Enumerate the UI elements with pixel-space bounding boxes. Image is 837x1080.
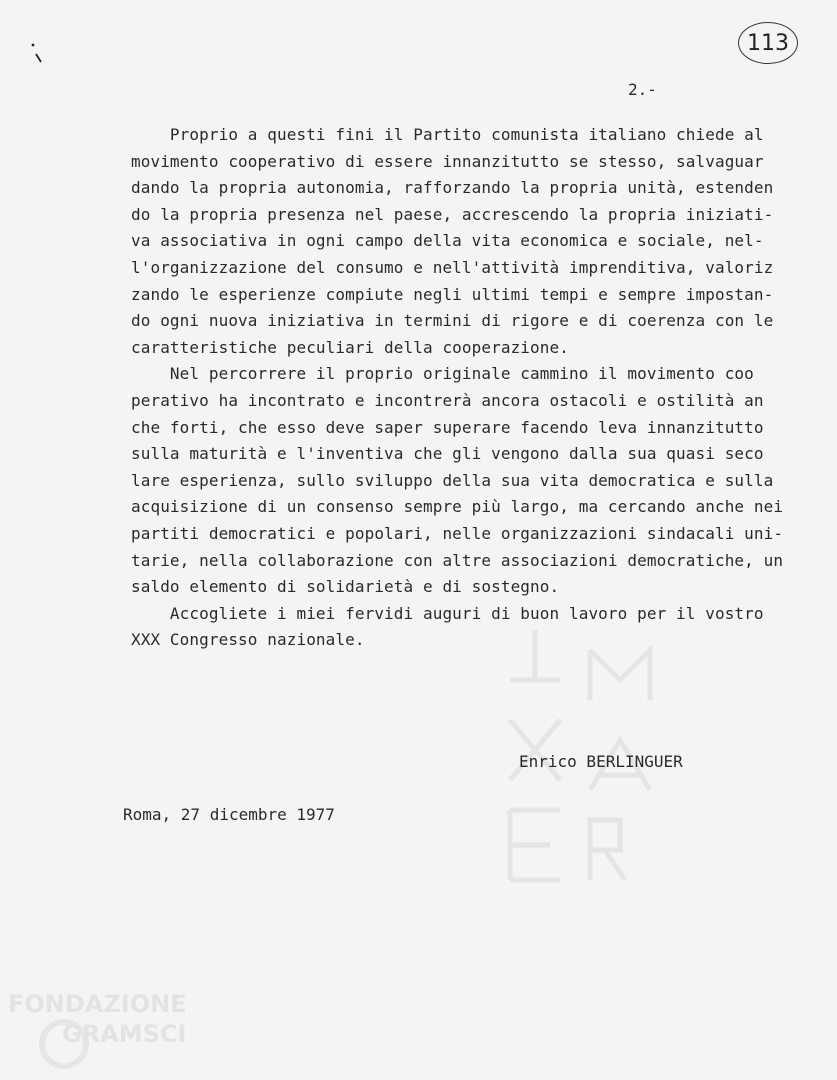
body-line: Proprio a questi fini il Partito comunista italiano chiede al [131,125,764,144]
page-number: 2.- [628,80,657,99]
body-line: va associativa in ogni campo della vita economica e sociale, nel- [131,231,764,251]
body-line: saldo elemento di solidarietà e di sostegno. [131,577,560,597]
body-line: l'organizzazione del consumo e nell'attività imprenditiva, valoriz [131,258,774,277]
body-line: Nel percorrere il proprio originale cammino il movimento coo [131,364,754,384]
fondazione-gramsci-watermark [6,988,216,1074]
body-line: do la propria presenza nel paese, accrescendo la propria iniziati- [131,204,774,224]
body-line: zando le esperienze compiute negli ultimi tempi e sempre impostan- [131,284,774,304]
folio-number: 113 [738,22,798,64]
signature: Enrico BERLINGUER [519,752,683,771]
watermark-line2: GRAMSCI [62,1020,187,1048]
body-line: movimento cooperativo di essere innanzitutto se stesso, salvaguar [131,151,764,171]
body-line: perativo ha incontrato e incontrerà ancora ostacoli e ostilità an [131,391,764,410]
ink-mark [30,42,44,64]
body-line: che forti, che esso deve saper superare facendo leva innanzitutto [131,417,764,437]
body-line: do ogni nuova iniziativa in termini di rigore e di coerenza con le [131,311,774,331]
watermark-line1: FONDAZIONE [8,990,187,1018]
body-line: XXX Congresso nazionale. [131,630,365,650]
body-line: caratteristiche peculiari della cooperazione. [131,337,569,357]
place-date: Roma, 27 dicembre 1977 [123,805,335,824]
body-line: partiti democratici e popolari, nelle organizzazioni sindacali uni- [131,524,784,543]
body-line: acquisizione di un consenso sempre più largo, ma cercando anche nei [131,497,784,517]
body-line: tarie, nella collaborazione con altre associazioni democratiche, un [131,550,784,570]
body-line: sulla maturità e l'inventiva che gli vengono dalla sua quasi seco [131,444,764,464]
body-line: lare esperienza, sullo sviluppo della sua vita democratica e sulla [131,470,774,490]
body-line: dando la propria autonomia, rafforzando la propria unità, estenden [131,178,774,198]
body-line: Accogliete i miei fervidi auguri di buon lavoro per il vostro [131,603,764,623]
